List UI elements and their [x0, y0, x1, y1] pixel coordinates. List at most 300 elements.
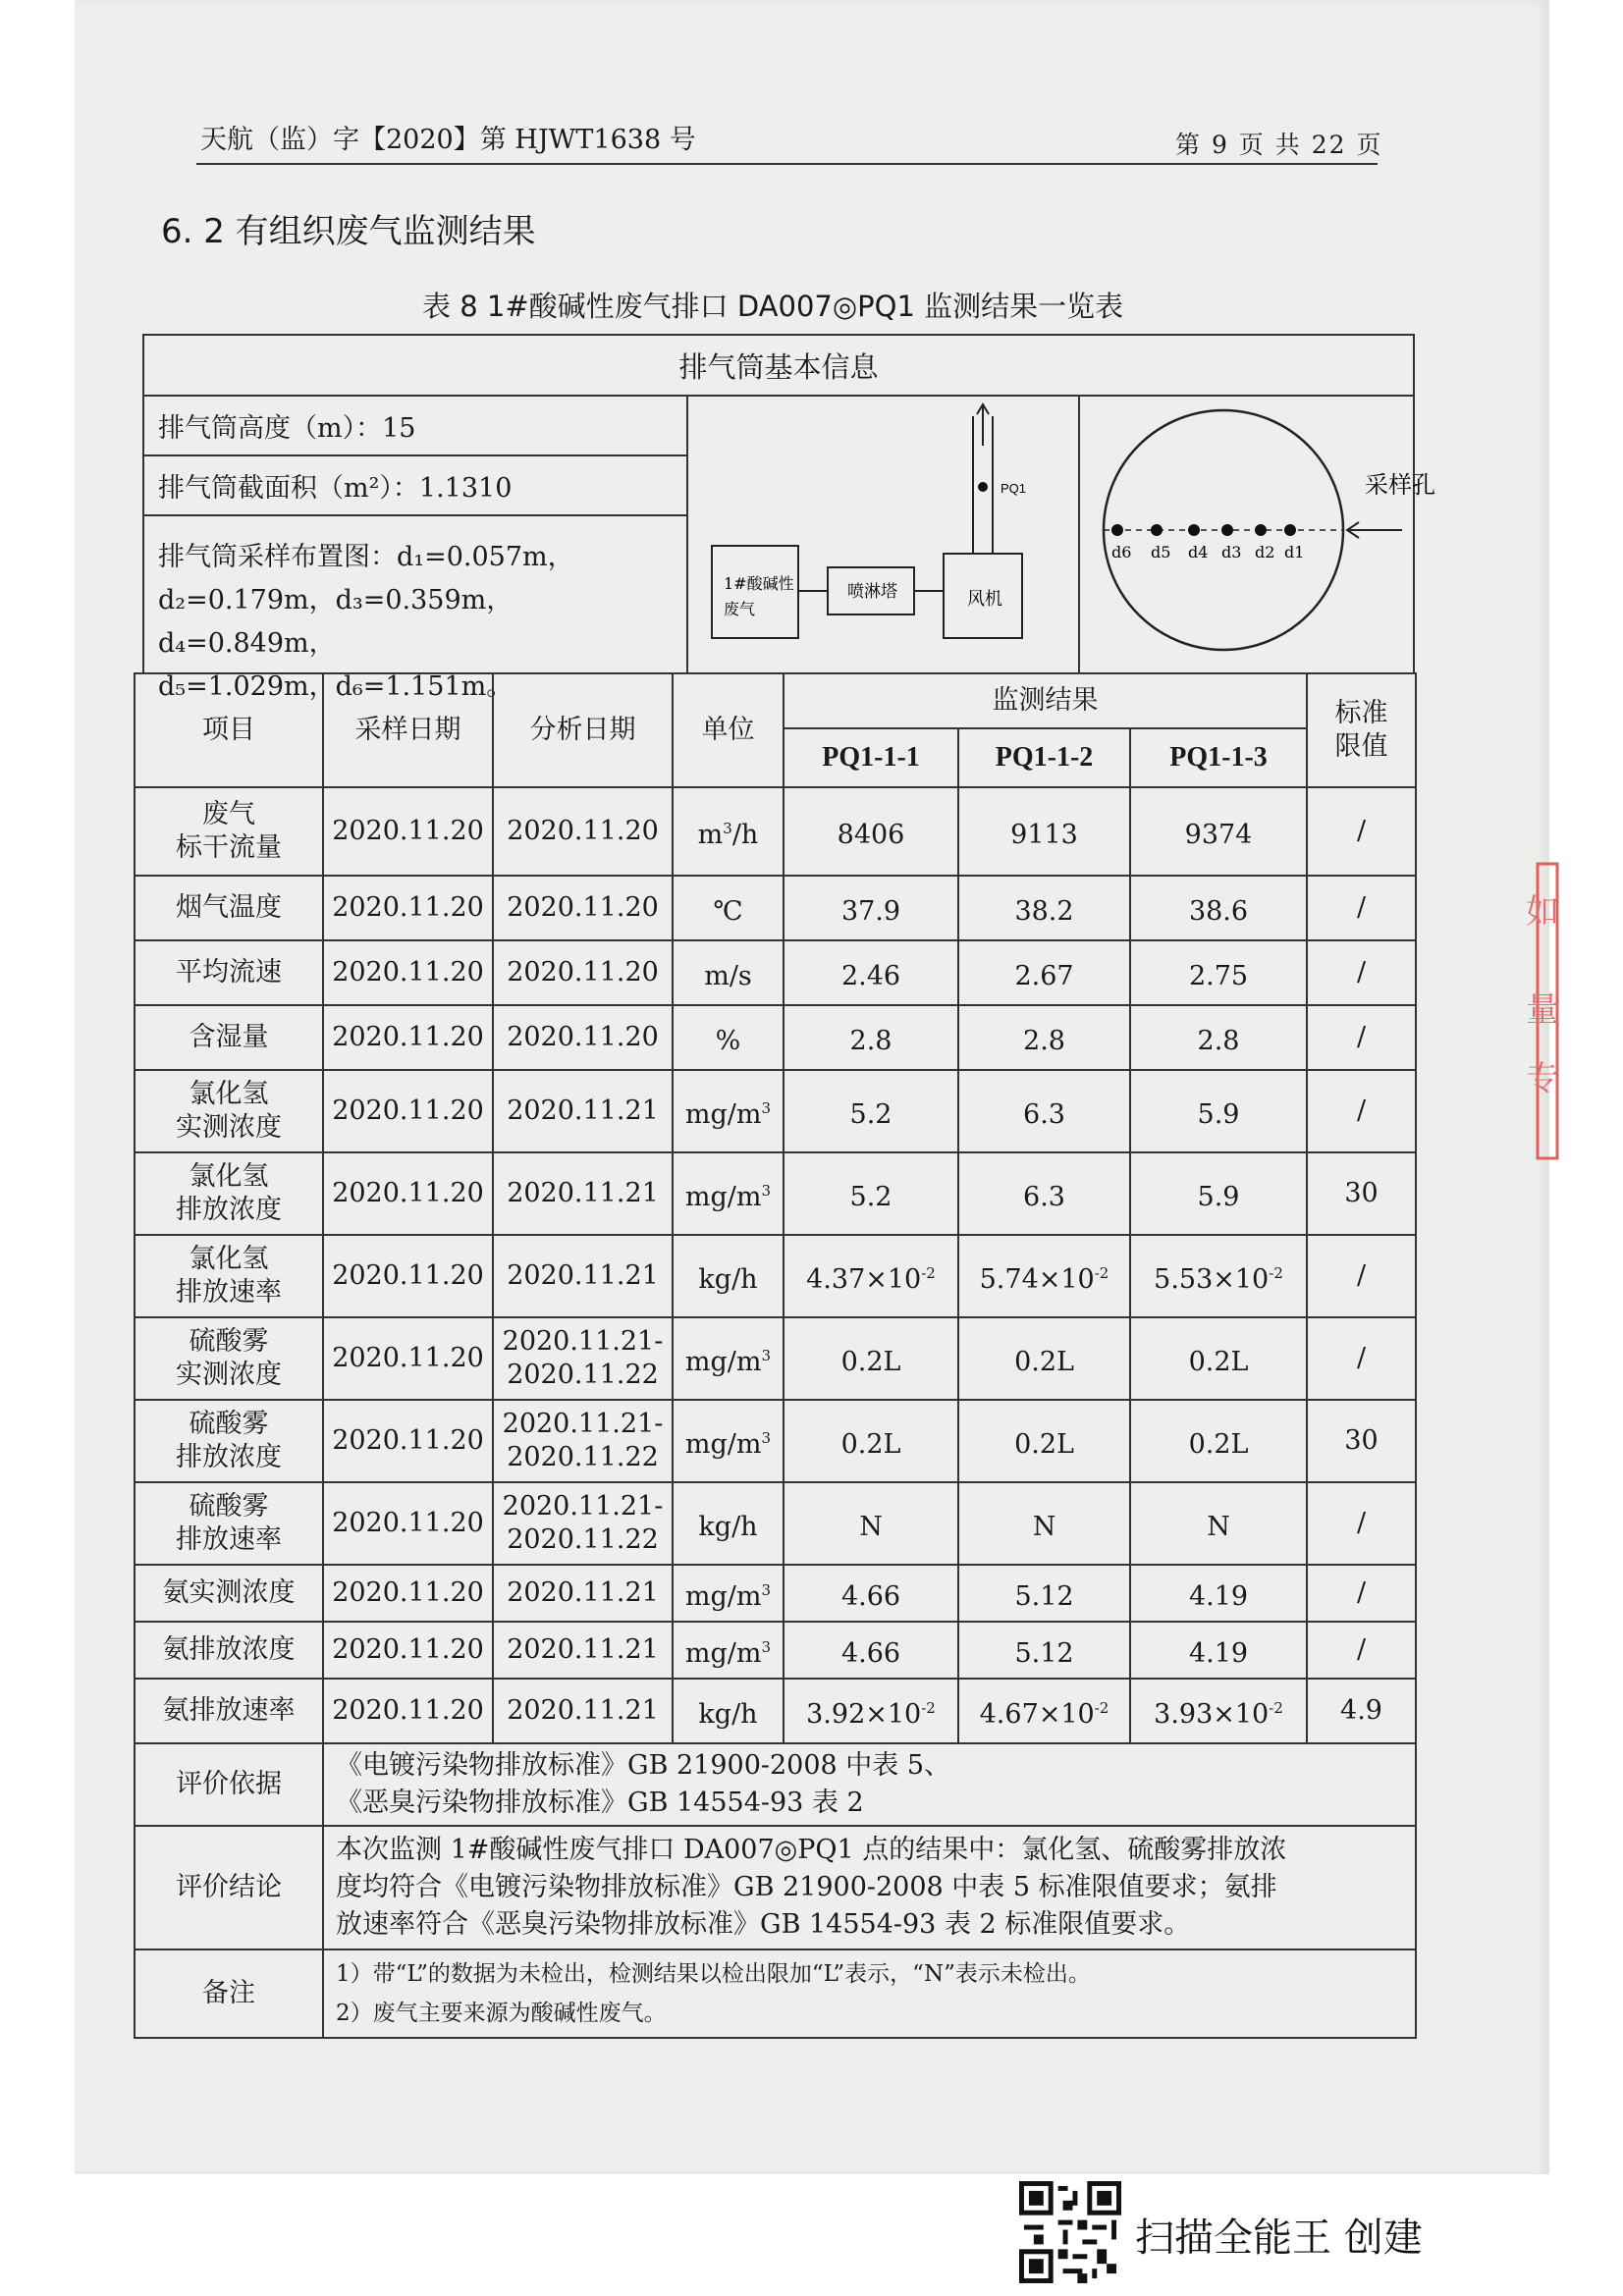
limit-value: 30: [1344, 1425, 1379, 1456]
item-line: 硫酸雾: [189, 1409, 269, 1439]
cell-result-1: [784, 1005, 958, 1070]
cell-result-1: [784, 1565, 958, 1622]
cell-result-1: [784, 940, 958, 1005]
svg-text:如: 如: [1526, 892, 1559, 932]
qr-code-icon: [1019, 2181, 1121, 2283]
unit-text: m/s: [704, 960, 752, 991]
result-value: 2.8: [849, 1025, 893, 1056]
limit-value: /: [1356, 1634, 1367, 1665]
point-label: d1: [1284, 543, 1305, 561]
cell-item: [135, 1565, 323, 1622]
cell-item: [135, 1005, 323, 1070]
table-row: [135, 876, 1416, 940]
result-exponent: -2: [1094, 1263, 1109, 1282]
limit-value: /: [1356, 816, 1367, 846]
item-line: 实测浓度: [176, 1112, 282, 1143]
result-value: 4.19: [1188, 1580, 1249, 1612]
col-header-sample-2: PQ1-1-2: [958, 728, 1130, 787]
cell-sample-date: [323, 1565, 493, 1622]
table-row: [135, 1622, 1416, 1679]
result-value: 0.2L: [840, 1428, 901, 1460]
cell-unit: [673, 1400, 784, 1482]
item-line: 实测浓度: [176, 1360, 282, 1390]
basis-line: 《电镀污染物排放标准》GB 21900-2008 中表 5、: [336, 1750, 951, 1781]
cell-analysis-date: [493, 1152, 673, 1235]
cell-result-3: [1130, 1152, 1307, 1235]
cell-unit: [673, 1565, 784, 1622]
cell-item: [135, 1070, 323, 1152]
page-number: 第 9 页 共 22 页: [1175, 131, 1383, 159]
cell-analysis-date: [493, 876, 673, 940]
result-value: 9374: [1184, 819, 1253, 850]
conclusion-label: 评价结论: [135, 1826, 323, 1949]
cell-result-1: [784, 876, 958, 940]
limit-value: /: [1356, 1095, 1367, 1126]
result-value: 2.75: [1188, 960, 1249, 991]
cell-item: [135, 1235, 323, 1317]
conclusion-line: 度均符合《电镀污染物排放标准》GB 21900-2008 中表 5 标准限值要求；氨排: [336, 1872, 1277, 1902]
cell-sample-date: [323, 876, 493, 940]
point-label: d3: [1221, 543, 1242, 561]
analysis-date-line: 2020.11.21-: [502, 1491, 664, 1522]
basis-text: [323, 1743, 1416, 1826]
basis-label: 评价依据: [135, 1743, 323, 1826]
sampling-layout-line: 排气筒采样布置图：d₁=0.057m，: [158, 542, 574, 572]
cell-unit: [673, 1235, 784, 1317]
sample-date: 2020.11.20: [332, 1508, 484, 1538]
cell-sample-date: [323, 1679, 493, 1743]
cell-unit: [673, 787, 784, 876]
result-value: 0.2L: [1014, 1428, 1074, 1460]
table-caption: 表 8 1#酸碱性废气排口 DA007◎PQ1 监测结果一览表: [422, 290, 1124, 323]
cell-sample-date: [323, 1482, 493, 1565]
cell-limit: [1307, 787, 1416, 876]
conclusion-line: 本次监测 1#酸碱性废气排口 DA007◎PQ1 点的结果中：氯化氢、硫酸雾排放浓: [336, 1835, 1287, 1865]
item-line: 硫酸雾: [189, 1326, 269, 1357]
item-line: 废气: [202, 799, 255, 829]
cell-sample-date: [323, 1622, 493, 1679]
cell-limit: [1307, 1152, 1416, 1235]
item-line: 烟气温度: [176, 892, 282, 923]
stack-info-title: 排气筒基本信息: [144, 336, 1413, 397]
cell-result-3: [1130, 1235, 1307, 1317]
item-line: 平均流速: [176, 957, 282, 988]
cell-sample-date: [323, 1235, 493, 1317]
cell-unit: [673, 1679, 784, 1743]
limit-value: /: [1356, 1343, 1367, 1373]
cell-sample-date: [323, 1400, 493, 1482]
cell-item: [135, 1482, 323, 1565]
cell-analysis-date: [493, 1235, 673, 1317]
cell-result-1: [784, 1235, 958, 1317]
result-value: 0.2L: [1188, 1428, 1249, 1460]
cell-unit: [673, 1317, 784, 1400]
cell-result-1: [784, 1679, 958, 1743]
cell-result-2: [958, 1482, 1130, 1565]
cell-limit: [1307, 1565, 1416, 1622]
analysis-date-line: 2020.11.20: [507, 816, 659, 846]
sampling-hole-label: 采样孔: [1365, 471, 1435, 499]
result-value: 0.2L: [1188, 1346, 1249, 1377]
result-value: 4.66: [840, 1637, 901, 1669]
source-box-label: 1#酸碱性: [724, 574, 794, 593]
cell-result-1: [784, 1070, 958, 1152]
cell-unit: [673, 1622, 784, 1679]
cell-limit: [1307, 1317, 1416, 1400]
cell-result-2: [958, 1070, 1130, 1152]
unit-text: kg/h: [698, 1511, 758, 1542]
analysis-date-line: 2020.11.20: [507, 957, 659, 988]
table-row: [135, 1679, 1416, 1743]
analysis-date-line: 2020.11.22: [507, 1442, 659, 1472]
cell-unit: [673, 940, 784, 1005]
cell-result-2: [958, 876, 1130, 940]
sample-date: 2020.11.20: [332, 1343, 484, 1373]
sampling-layout-line: d₂=0.179m，d₃=0.359m，d₄=0.849m，: [158, 585, 514, 659]
result-value: 5.2: [849, 1181, 893, 1212]
table-row: [135, 1400, 1416, 1482]
cell-limit: [1307, 1235, 1416, 1317]
result-value: N: [859, 1511, 883, 1542]
cell-result-3: [1130, 1317, 1307, 1400]
col-header-sample-1: PQ1-1-1: [784, 728, 958, 787]
result-value: 4.19: [1188, 1637, 1249, 1669]
sample-date: 2020.11.20: [332, 957, 484, 988]
cell-limit: [1307, 1070, 1416, 1152]
cell-result-2: [958, 1235, 1130, 1317]
item-line: 氨排放速率: [162, 1695, 296, 1726]
result-value: 5.9: [1197, 1181, 1240, 1212]
cell-analysis-date: [493, 1622, 673, 1679]
analysis-date-line: 2020.11.21: [507, 1577, 659, 1608]
analysis-date-line: 2020.11.20: [507, 1022, 659, 1052]
sample-date: 2020.11.20: [332, 1577, 484, 1608]
analysis-date-line: 2020.11.21: [507, 1695, 659, 1726]
unit-superscript: 3: [761, 1428, 772, 1447]
result-value: 3.92×10: [806, 1698, 922, 1730]
result-value: 4.67×10: [979, 1698, 1095, 1730]
cell-analysis-date: [493, 1679, 673, 1743]
cell-result-3: [1130, 1482, 1307, 1565]
sampling-point-dot: [978, 482, 988, 492]
item-line: 氨实测浓度: [162, 1577, 296, 1608]
cell-limit: [1307, 1005, 1416, 1070]
sample-date: 2020.11.20: [332, 816, 484, 846]
info-divider: [686, 397, 688, 672]
cell-unit: [673, 1005, 784, 1070]
result-value: 5.74×10: [979, 1263, 1095, 1295]
cell-limit: [1307, 1622, 1416, 1679]
cell-result-1: [784, 787, 958, 876]
item-line: 含湿量: [189, 1022, 269, 1052]
unit-text: %: [715, 1025, 741, 1056]
cell-analysis-date: [493, 787, 673, 876]
stack-label: PQ1: [1001, 481, 1027, 496]
limit-header-line: 标准: [1334, 698, 1388, 728]
cell-result-3: [1130, 876, 1307, 940]
col-header-sample-3: PQ1-1-3: [1130, 728, 1307, 787]
col-header-sample-date: 采样日期: [323, 673, 493, 787]
result-value: 6.3: [1023, 1181, 1065, 1212]
source-box-label: 废气: [724, 600, 756, 618]
cell-result-2: [958, 1565, 1130, 1622]
svg-text:专: 专: [1526, 1059, 1559, 1098]
cell-result-2: [958, 1622, 1130, 1679]
cell-result-3: [1130, 1400, 1307, 1482]
col-header-unit: 单位: [673, 673, 784, 787]
table-row: [135, 787, 1416, 876]
cell-result-3: [1130, 1622, 1307, 1679]
limit-value: 30: [1344, 1178, 1379, 1208]
unit-text: mg/m: [684, 1637, 762, 1669]
cell-analysis-date: [493, 1070, 673, 1152]
unit-superscript: 3: [723, 819, 732, 837]
result-value: 6.3: [1023, 1098, 1065, 1130]
limit-value: 4.9: [1340, 1695, 1382, 1726]
unit-tail: /h: [731, 819, 759, 850]
item-line: 氯化氢: [189, 1161, 269, 1192]
cell-sample-date: [323, 1317, 493, 1400]
cell-analysis-date: [493, 1005, 673, 1070]
cell-limit: [1307, 1482, 1416, 1565]
table-row: [135, 1152, 1416, 1235]
unit-text: kg/h: [698, 1263, 758, 1295]
cell-limit: [1307, 1400, 1416, 1482]
analysis-date-line: 2020.11.22: [507, 1360, 659, 1390]
cell-item: [135, 1152, 323, 1235]
analysis-date-line: 2020.11.20: [507, 892, 659, 923]
result-value: 4.37×10: [806, 1263, 922, 1295]
fan-label: 风机: [967, 589, 1002, 610]
cell-result-3: [1130, 1005, 1307, 1070]
cell-item: [135, 787, 323, 876]
sample-date: 2020.11.20: [332, 1695, 484, 1726]
sample-date: 2020.11.20: [332, 1178, 484, 1208]
unit-text: mg/m: [684, 1098, 762, 1130]
col-header-item: 项目: [135, 673, 323, 787]
result-value: 38.2: [1014, 895, 1074, 927]
result-value: 2.8: [1197, 1025, 1240, 1056]
stack-cross-section-diagram: [1078, 399, 1435, 673]
point-label: d6: [1111, 543, 1132, 561]
limit-value: /: [1356, 892, 1367, 923]
limit-value: /: [1356, 957, 1367, 988]
cell-item: [135, 1400, 323, 1482]
analysis-date-line: 2020.11.21: [507, 1178, 659, 1208]
result-exponent: -2: [1094, 1698, 1109, 1717]
unit-text: m: [697, 819, 724, 850]
result-value: 2.46: [840, 960, 901, 991]
conclusion-line: 放速率符合《恶臭污染物排放标准》GB 14554-93 表 2 标准限值要求。: [336, 1909, 1191, 1940]
item-line: 硫酸雾: [189, 1491, 269, 1522]
remark-text: [323, 1949, 1416, 2038]
cell-unit: [673, 1070, 784, 1152]
table-row: [135, 1565, 1416, 1622]
item-line: 氯化氢: [189, 1079, 269, 1109]
sample-date: 2020.11.20: [332, 892, 484, 923]
remark-label: 备注: [135, 1949, 323, 2038]
result-value: N: [1207, 1511, 1230, 1542]
cell-result-2: [958, 1679, 1130, 1743]
cell-item: [135, 1317, 323, 1400]
cell-analysis-date: [493, 940, 673, 1005]
table-row: [135, 1005, 1416, 1070]
col-header-results: 监测结果: [784, 673, 1307, 728]
table-row: [135, 1317, 1416, 1400]
cell-result-2: [958, 1400, 1130, 1482]
spray-tower-label: 喷淋塔: [847, 582, 897, 602]
col-header-limit: [1307, 673, 1416, 787]
result-value: 5.2: [849, 1098, 893, 1130]
cell-sample-date: [323, 1070, 493, 1152]
item-line: 氯化氢: [189, 1244, 269, 1274]
cell-result-1: [784, 1622, 958, 1679]
limit-value: /: [1356, 1022, 1367, 1052]
result-value: 37.9: [840, 895, 901, 927]
unit-superscript: 3: [761, 1346, 772, 1364]
result-value: 5.53×10: [1154, 1263, 1270, 1295]
cell-result-3: [1130, 1679, 1307, 1743]
analysis-date-line: 2020.11.21: [507, 1095, 659, 1126]
result-value: 9113: [1010, 819, 1078, 850]
cell-analysis-date: [493, 1400, 673, 1482]
cell-item: [135, 1679, 323, 1743]
cell-result-1: [784, 1400, 958, 1482]
item-line: 排放速率: [176, 1277, 282, 1308]
unit-text: mg/m: [684, 1428, 762, 1460]
sample-date: 2020.11.20: [332, 1260, 484, 1291]
process-flow-diagram: [690, 399, 1075, 673]
cell-sample-date: [323, 1005, 493, 1070]
cell-result-2: [958, 1317, 1130, 1400]
result-value: 2.8: [1023, 1025, 1065, 1056]
unit-text: mg/m: [684, 1580, 762, 1612]
unit-text: kg/h: [698, 1698, 758, 1730]
unit-text: ℃: [713, 895, 743, 927]
analysis-date-line: 2020.11.21: [507, 1260, 659, 1291]
cell-sample-date: [323, 1152, 493, 1235]
cell-limit: [1307, 876, 1416, 940]
cell-result-3: [1130, 1070, 1307, 1152]
remark-line: 2）废气主要来源为酸碱性废气。: [336, 2001, 667, 2026]
sample-date: 2020.11.20: [332, 1022, 484, 1052]
cell-result-1: [784, 1482, 958, 1565]
result-value: 2.67: [1014, 960, 1074, 991]
conclusion-text: [323, 1826, 1416, 1949]
section-title: 6. 2 有组织废气监测结果: [161, 212, 536, 251]
unit-text: mg/m: [684, 1346, 762, 1377]
cell-sample-date: [323, 787, 493, 876]
analysis-date-line: 2020.11.21-: [502, 1326, 664, 1357]
seal-stamp-fragment: [1524, 864, 1559, 1158]
item-line: 标干流量: [176, 832, 282, 863]
remark-line: 1）带“L”的数据为未检出，检测结果以检出限加“L”表示，“N”表示未检出。: [336, 1961, 1091, 1987]
cell-result-1: [784, 1317, 958, 1400]
cell-result-2: [958, 940, 1130, 1005]
item-line: 排放速率: [176, 1524, 282, 1555]
analysis-date-line: 2020.11.22: [507, 1524, 659, 1555]
table-row: [135, 940, 1416, 1005]
cell-item: [135, 940, 323, 1005]
sampling-layout-line: d₅=1.029m，d₆=1.151m。: [158, 671, 514, 702]
cell-analysis-date: [493, 1317, 673, 1400]
cell-result-3: [1130, 787, 1307, 876]
point-label: d2: [1255, 543, 1275, 561]
result-value: 8406: [837, 819, 905, 850]
cell-analysis-date: [493, 1565, 673, 1622]
sample-date: 2020.11.20: [332, 1634, 484, 1665]
cell-analysis-date: [493, 1482, 673, 1565]
stack-height: 排气筒高度（m）：15: [144, 397, 686, 456]
result-value: 5.12: [1014, 1637, 1074, 1669]
sample-date: 2020.11.20: [332, 1095, 484, 1126]
cell-unit: [673, 876, 784, 940]
unit-text: mg/m: [684, 1181, 762, 1212]
scanner-watermark: 扫描全能王 创建: [1135, 2216, 1423, 2261]
cell-item: [135, 876, 323, 940]
item-line: 氨排放浓度: [162, 1634, 296, 1665]
cell-result-3: [1130, 940, 1307, 1005]
result-value: 0.2L: [840, 1346, 901, 1377]
result-exponent: -2: [1269, 1698, 1283, 1717]
cell-sample-date: [323, 940, 493, 1005]
unit-superscript: 3: [761, 1181, 772, 1200]
document-number: 天航（监）字【2020】第 HJWT1638 号: [200, 125, 696, 155]
item-line: 排放浓度: [176, 1442, 282, 1472]
basis-line: 《恶臭污染物排放标准》GB 14554-93 表 2: [336, 1788, 864, 1818]
analysis-date-line: 2020.11.21: [507, 1634, 659, 1665]
cell-result-2: [958, 1152, 1130, 1235]
unit-superscript: 3: [761, 1637, 772, 1656]
result-exponent: -2: [1269, 1263, 1283, 1282]
point-label: d4: [1188, 543, 1209, 561]
result-exponent: -2: [921, 1263, 936, 1282]
cell-limit: [1307, 1679, 1416, 1743]
table-row: [135, 1482, 1416, 1565]
result-value: 5.12: [1014, 1580, 1074, 1612]
table-row: [135, 1070, 1416, 1152]
result-exponent: -2: [921, 1698, 936, 1717]
result-value: N: [1032, 1511, 1056, 1542]
result-value: 5.9: [1197, 1098, 1240, 1130]
limit-value: /: [1356, 1577, 1367, 1608]
table-body: [135, 787, 1416, 1743]
sample-date: 2020.11.20: [332, 1425, 484, 1456]
svg-text:量: 量: [1526, 990, 1559, 1030]
limit-value: /: [1356, 1508, 1367, 1538]
table-row: [135, 1235, 1416, 1317]
limit-header-line: 限值: [1334, 731, 1388, 762]
cell-unit: [673, 1482, 784, 1565]
col-header-analysis-date: 分析日期: [493, 673, 673, 787]
cell-limit: [1307, 940, 1416, 1005]
result-value: 4.66: [840, 1580, 901, 1612]
header-divider: [196, 163, 1378, 165]
unit-superscript: 3: [761, 1580, 772, 1599]
result-value: 0.2L: [1014, 1346, 1074, 1377]
result-value: 38.6: [1188, 895, 1249, 927]
cell-result-2: [958, 1005, 1130, 1070]
unit-superscript: 3: [761, 1098, 772, 1117]
cell-result-1: [784, 1152, 958, 1235]
stack-area: 排气筒截面积（m²）：1.1310: [144, 456, 686, 516]
monitoring-results-table: [134, 672, 1417, 2039]
cell-result-2: [958, 787, 1130, 876]
analysis-date-line: 2020.11.21-: [502, 1409, 664, 1439]
point-label: d5: [1151, 543, 1171, 561]
cell-unit: [673, 1152, 784, 1235]
item-line: 排放浓度: [176, 1195, 282, 1225]
